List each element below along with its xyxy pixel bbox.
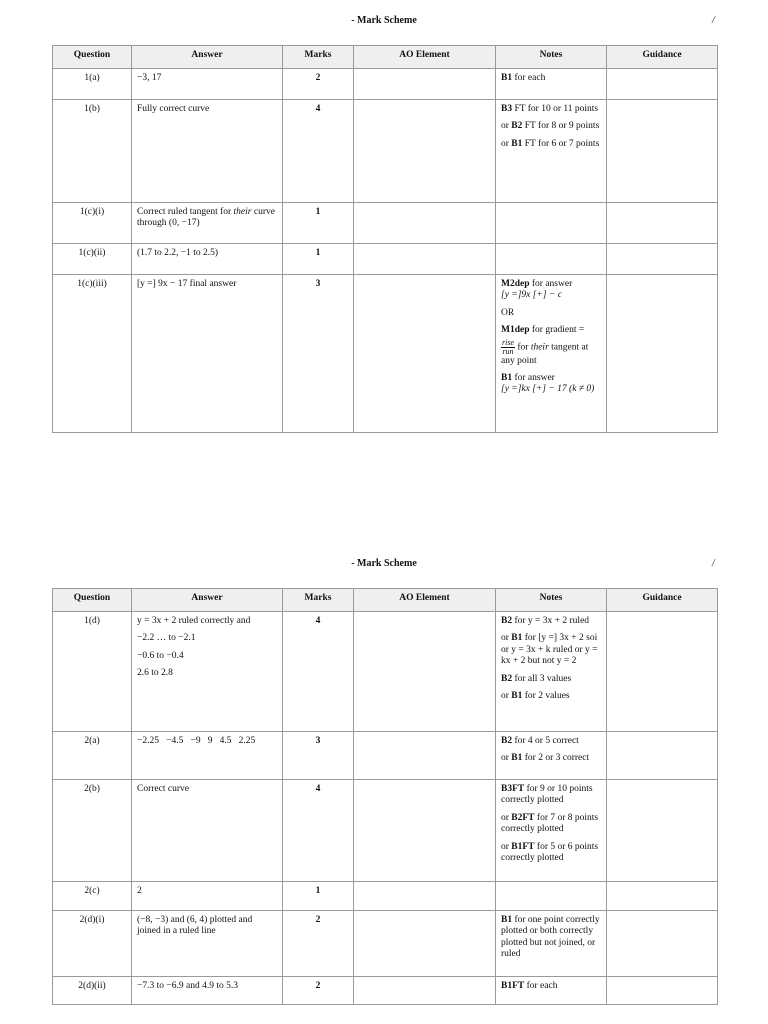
note-prefix: or bbox=[501, 138, 512, 149]
table-row bbox=[53, 732, 718, 780]
note-line bbox=[501, 753, 601, 764]
marks-cell: 3 bbox=[283, 275, 354, 433]
notes-cell bbox=[496, 977, 607, 1005]
guidance-cell bbox=[607, 69, 718, 100]
ao-element-cell bbox=[354, 977, 496, 1005]
mark-code: B1 bbox=[511, 138, 523, 149]
answer-cell bbox=[132, 612, 283, 732]
note-line bbox=[501, 674, 601, 685]
guidance-cell bbox=[607, 244, 718, 275]
rise-over-run-fraction bbox=[501, 339, 515, 356]
table-header-row bbox=[53, 46, 718, 69]
marks-cell: 2 bbox=[283, 911, 354, 977]
note-line bbox=[501, 104, 601, 115]
fraction-denominator: run bbox=[502, 346, 514, 356]
note-text: for 4 or 5 correct bbox=[512, 736, 579, 746]
note-text: for answer bbox=[529, 279, 573, 289]
guidance-cell bbox=[607, 911, 718, 977]
ao-element-cell bbox=[354, 882, 496, 911]
guidance-cell bbox=[607, 100, 718, 203]
guidance-cell bbox=[607, 977, 718, 1005]
note-text: for 2 or 3 correct bbox=[522, 753, 590, 764]
notes-cell bbox=[496, 780, 607, 882]
mark-code: B2FT bbox=[511, 812, 535, 823]
note-line bbox=[501, 373, 601, 396]
note-text: for 5 or 6 points correctly plotted bbox=[501, 841, 599, 863]
mark-code: B2 bbox=[501, 673, 513, 684]
mark-code: B1 bbox=[501, 73, 513, 83]
col-header-notes: Notes bbox=[496, 589, 607, 612]
answer-cell: Fully correct curve bbox=[132, 100, 283, 203]
table-row bbox=[53, 100, 718, 203]
marks-cell: 1 bbox=[283, 244, 354, 275]
answer-line: 2.6 to 2.8 bbox=[137, 668, 173, 679]
page-mark: / bbox=[712, 15, 715, 26]
notes-cell bbox=[496, 100, 607, 203]
ao-element-cell bbox=[354, 780, 496, 882]
answer-cell: (1.7 to 2.2, −1 to 2.5) bbox=[132, 244, 283, 275]
marks-cell: 1 bbox=[283, 882, 354, 911]
question-cell: 1(c)(iii) bbox=[53, 275, 132, 433]
note-text: for gradient = bbox=[529, 325, 585, 336]
mark-code: B1 bbox=[501, 372, 513, 383]
col-header-question: Question bbox=[53, 46, 132, 69]
answer-line: y = 3x + 2 ruled correctly and bbox=[137, 616, 251, 626]
ao-element-cell bbox=[354, 612, 496, 732]
note-or: OR bbox=[501, 307, 515, 318]
fraction-numerator: rise bbox=[502, 337, 514, 347]
note-text: for all 3 values bbox=[512, 673, 572, 684]
note-line bbox=[501, 121, 601, 132]
col-header-marks: Marks bbox=[283, 46, 354, 69]
note-line bbox=[501, 736, 601, 747]
answer-text: curve through (0, −17) bbox=[137, 207, 275, 229]
note-line bbox=[501, 325, 601, 336]
col-header-notes: Notes bbox=[496, 46, 607, 69]
col-header-answer: Answer bbox=[132, 46, 283, 69]
answer-cell: [y =] 9x − 17 final answer bbox=[132, 275, 283, 433]
question-cell: 2(a) bbox=[53, 732, 132, 780]
note-text: for bbox=[515, 342, 531, 353]
note-text: for each bbox=[512, 73, 546, 83]
note-expression: [y =]kx [+] − 17 (k ≠ 0) bbox=[501, 384, 595, 395]
answer-cell: −7.3 to −6.9 and 4.9 to 5.3 bbox=[132, 977, 283, 1005]
table-row bbox=[53, 911, 718, 977]
guidance-cell bbox=[607, 882, 718, 911]
note-line bbox=[501, 279, 601, 302]
notes-cell bbox=[496, 911, 607, 977]
note-line bbox=[501, 616, 601, 627]
question-cell: 2(d)(i) bbox=[53, 911, 132, 977]
note-line bbox=[501, 691, 601, 702]
guidance-cell bbox=[607, 732, 718, 780]
answer-cell: −2.25 −4.5 −9 9 4.5 2.25 bbox=[132, 732, 283, 780]
guidance-cell bbox=[607, 612, 718, 732]
notes-cell bbox=[496, 275, 607, 433]
table-row bbox=[53, 275, 718, 433]
notes-cell bbox=[496, 882, 607, 911]
notes-cell bbox=[496, 69, 607, 100]
note-text: for each bbox=[524, 981, 558, 991]
note-text: for y = 3x + 2 ruled bbox=[512, 616, 590, 626]
note-prefix: or bbox=[501, 690, 512, 701]
question-cell: 2(d)(ii) bbox=[53, 977, 132, 1005]
page-mark: / bbox=[712, 558, 715, 569]
note-line bbox=[501, 842, 601, 865]
answer-italic: their bbox=[233, 207, 252, 217]
question-cell: 2(b) bbox=[53, 780, 132, 882]
table-row bbox=[53, 780, 718, 882]
answer-cell bbox=[132, 203, 283, 244]
ao-element-cell bbox=[354, 69, 496, 100]
answer-cell: 2 bbox=[132, 882, 283, 911]
marks-cell: 4 bbox=[283, 780, 354, 882]
answer-text: Correct ruled tangent for bbox=[137, 207, 234, 217]
note-text: for answer bbox=[512, 372, 555, 383]
answer-cell: (−8, −3) and (6, 4) plotted and joined in a ruled line bbox=[132, 911, 283, 977]
ao-element-cell bbox=[354, 911, 496, 977]
table-row bbox=[53, 882, 718, 911]
mark-scheme-table bbox=[52, 45, 718, 433]
note-prefix: or bbox=[501, 812, 512, 823]
note-prefix: or bbox=[501, 753, 512, 764]
table-row bbox=[53, 69, 718, 100]
notes-cell bbox=[496, 732, 607, 780]
note-line bbox=[501, 981, 601, 992]
note-line bbox=[501, 339, 601, 367]
note-text: for [y =] 3x + 2 soi or y = 3x + k ruled or y = kx + 2 but not y = 2 bbox=[501, 633, 598, 667]
marks-cell: 2 bbox=[283, 69, 354, 100]
mark-code: B2 bbox=[511, 121, 523, 132]
answer-cell: −3, 17 bbox=[132, 69, 283, 100]
answer-line: −0.6 to −0.4 bbox=[137, 650, 184, 661]
mark-code: B1 bbox=[511, 690, 523, 701]
notes-cell bbox=[496, 612, 607, 732]
note-text: for 7 or 8 points correctly plotted bbox=[501, 812, 599, 835]
marks-cell: 3 bbox=[283, 732, 354, 780]
col-header-answer: Answer bbox=[132, 589, 283, 612]
note-text: for 2 values bbox=[522, 690, 570, 701]
note-line bbox=[501, 813, 601, 836]
mark-code: B1 bbox=[501, 915, 513, 925]
col-header-guidance: Guidance bbox=[607, 589, 718, 612]
ao-element-cell bbox=[354, 100, 496, 203]
answer-line: −2.2 … to −2.1 bbox=[137, 633, 196, 644]
guidance-cell bbox=[607, 780, 718, 882]
mark-code: B2 bbox=[501, 736, 513, 746]
mark-code: B1 bbox=[511, 633, 523, 644]
guidance-cell bbox=[607, 275, 718, 433]
note-text: FT for 6 or 7 points bbox=[522, 138, 600, 149]
ao-element-cell bbox=[354, 732, 496, 780]
notes-cell bbox=[496, 244, 607, 275]
mark-code: B1FT bbox=[501, 981, 525, 991]
ao-element-cell bbox=[354, 203, 496, 244]
col-header-guidance: Guidance bbox=[607, 46, 718, 69]
note-prefix: or bbox=[501, 633, 512, 644]
ao-element-cell bbox=[354, 244, 496, 275]
mark-code: B1 bbox=[511, 753, 523, 764]
note-line bbox=[501, 73, 601, 84]
col-header-marks: Marks bbox=[283, 589, 354, 612]
col-header-ao-element: AO Element bbox=[354, 46, 496, 69]
note-text: any point bbox=[501, 355, 537, 366]
note-prefix: or bbox=[501, 841, 512, 852]
col-header-ao-element: AO Element bbox=[354, 589, 496, 612]
note-italic: their bbox=[530, 342, 549, 353]
question-cell: 1(c)(ii) bbox=[53, 244, 132, 275]
mark-code: B1FT bbox=[511, 841, 535, 852]
table-row bbox=[53, 612, 718, 732]
marks-cell: 1 bbox=[283, 203, 354, 244]
note-line bbox=[501, 139, 601, 150]
page-title: - Mark Scheme bbox=[351, 15, 417, 26]
question-cell: 1(d) bbox=[53, 612, 132, 732]
mark-scheme-table bbox=[52, 588, 718, 1005]
guidance-cell bbox=[607, 203, 718, 244]
col-header-question: Question bbox=[53, 589, 132, 612]
note-line bbox=[501, 784, 601, 807]
table-row bbox=[53, 203, 718, 244]
table-header-row bbox=[53, 589, 718, 612]
page-title: - Mark Scheme bbox=[351, 558, 417, 569]
note-text: for 9 or 10 points correctly plotted bbox=[501, 784, 593, 806]
note-expression: [y =]9x [+] − c bbox=[501, 290, 562, 301]
question-cell: 1(c)(i) bbox=[53, 203, 132, 244]
note-text: FT for 8 or 9 points bbox=[522, 121, 600, 132]
marks-cell: 2 bbox=[283, 977, 354, 1005]
note-line bbox=[501, 633, 601, 667]
answer-cell: Correct curve bbox=[132, 780, 283, 882]
ao-element-cell bbox=[354, 275, 496, 433]
marks-cell: 4 bbox=[283, 100, 354, 203]
note-text: FT for 10 or 11 points bbox=[512, 104, 599, 114]
mark-code: B3 bbox=[501, 104, 513, 114]
table-row bbox=[53, 977, 718, 1005]
note-line bbox=[501, 915, 601, 961]
mark-code: M2dep bbox=[501, 279, 530, 289]
note-text: tangent at bbox=[548, 342, 589, 353]
question-cell: 2(c) bbox=[53, 882, 132, 911]
note-prefix: or bbox=[501, 121, 512, 132]
mark-code: B3FT bbox=[501, 784, 525, 794]
notes-cell bbox=[496, 203, 607, 244]
mark-code: M1dep bbox=[501, 325, 530, 336]
marks-cell: 4 bbox=[283, 612, 354, 732]
question-cell: 1(b) bbox=[53, 100, 132, 203]
question-cell: 1(a) bbox=[53, 69, 132, 100]
table-row bbox=[53, 244, 718, 275]
mark-code: B2 bbox=[501, 616, 513, 626]
note-text: for one point correctly plotted or both correctly plotted but not joined, or ruled bbox=[501, 915, 600, 960]
